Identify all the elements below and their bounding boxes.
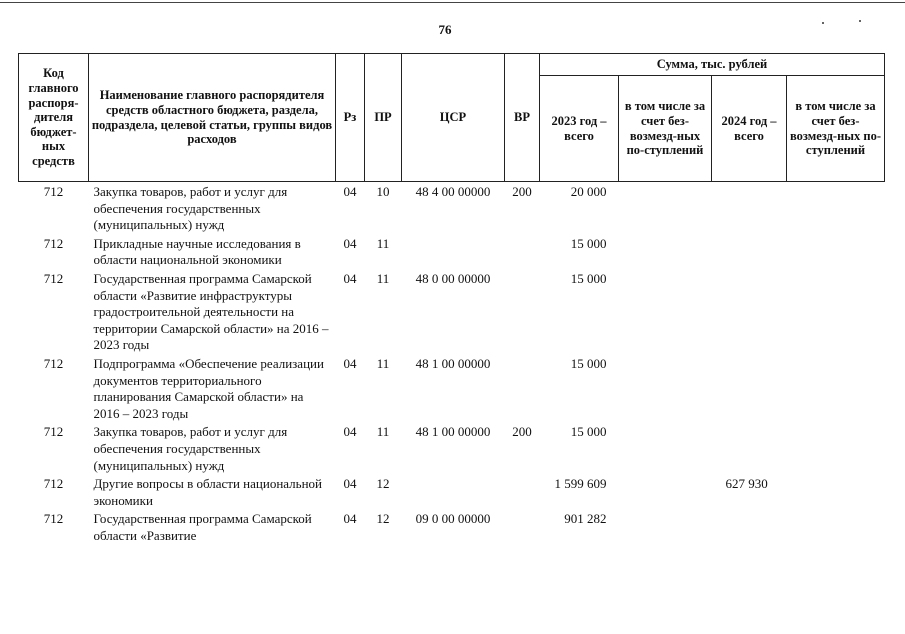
header-2023-total: 2023 год – всего (540, 76, 619, 182)
cell-2023-total: 15 000 (570, 235, 607, 251)
cell-csr: 48 0 00 00000 (415, 270, 491, 286)
cell-code: 712 (43, 511, 64, 527)
header-rz: Рз (336, 54, 365, 182)
cell-2023-total: 15 000 (570, 270, 607, 286)
cell-name: Государственная программа Самарской области «Развитие инфраструктуры градостроительной деятельности на территории Самарской области» на 2016 – 2023 годы (93, 270, 329, 353)
cell-name: Другие вопросы в области национальной экономики (93, 476, 322, 508)
cell-2024-free (787, 182, 885, 234)
cell-vr: 200 (512, 184, 532, 199)
budget-table (18, 53, 885, 544)
cell-name: Подпрограмма «Обеспечение реализации документов территориального планирования Самарской области» на 2016 – 2023 годы (93, 355, 324, 421)
table-row (19, 509, 885, 544)
table-row (19, 474, 885, 509)
cell-name: Государственная программа Самарской области «Развитие (93, 511, 312, 543)
cell-2024-total (712, 234, 787, 269)
cell-2023-free (619, 422, 712, 474)
cell-pr: 11 (376, 270, 390, 286)
cell-name: Закупка товаров, работ и услуг для обеспечения государственных (муниципальных) нужд (93, 184, 288, 233)
cell-code: 712 (43, 235, 64, 251)
header-pr: ПР (365, 54, 402, 182)
cell-vr (505, 234, 540, 269)
cell-2024-free (787, 269, 885, 354)
cell-2023-total: 1 599 609 (554, 476, 607, 492)
cell-vr (505, 269, 540, 354)
cell-2023-total: 20 000 (570, 184, 607, 199)
cell-pr: 11 (376, 235, 390, 251)
table-row (19, 354, 885, 422)
page-number: 76 (438, 22, 452, 37)
cell-2023-free (619, 182, 712, 234)
cell-vr (505, 354, 540, 422)
cell-rz: 04 (343, 270, 357, 286)
cell-csr (402, 474, 505, 509)
cell-rz: 04 (343, 511, 357, 527)
cell-vr: 200 (512, 424, 532, 440)
header-vr: ВР (505, 54, 540, 182)
cell-2024-total (712, 509, 787, 544)
header-code: Код главного распоря-дителя бюджет-ных средств (19, 54, 89, 182)
cell-name: Закупка товаров, работ и услуг для обеспечения государственных (муниципальных) нужд (93, 424, 288, 473)
cell-2024-total (712, 269, 787, 354)
header-sum: Сумма, тыс. рублей (540, 54, 885, 76)
cell-2023-total: 15 000 (570, 424, 607, 440)
cell-2024-free (787, 509, 885, 544)
cell-2023-free (619, 234, 712, 269)
cell-2024-free (787, 474, 885, 509)
cell-2024-total (712, 422, 787, 474)
header-name: Наименование главного распорядителя средств областного бюджета, раздела, подраздела, целевой статьи, группы видов расходов (89, 54, 336, 182)
table-row (19, 234, 885, 269)
cell-code: 712 (43, 355, 64, 371)
cell-rz: 04 (343, 355, 357, 371)
cell-2024-total (712, 354, 787, 422)
scan-speck (822, 22, 824, 24)
cell-pr: 11 (376, 424, 390, 440)
header-csr: ЦСР (402, 54, 505, 182)
cell-pr: 10 (376, 184, 390, 199)
cell-code: 712 (43, 270, 64, 286)
cell-code: 712 (43, 184, 64, 199)
scan-speck (859, 20, 861, 22)
cell-rz: 04 (343, 184, 357, 199)
cell-csr: 48 4 00 00000 (415, 184, 491, 199)
cell-2024-total (712, 182, 787, 234)
cell-2023-free (619, 269, 712, 354)
cell-vr (505, 509, 540, 544)
cell-name: Прикладные научные исследования в области национальной экономики (93, 235, 301, 268)
header-2024-free: в том числе за счет без-возмезд-ных по-ступлений (787, 76, 885, 182)
cell-2023-total: 15 000 (570, 355, 607, 371)
cell-rz: 04 (343, 424, 357, 440)
cell-pr: 12 (376, 511, 390, 527)
table-row (19, 182, 885, 234)
cell-2024-free (787, 422, 885, 474)
cell-csr: 09 0 00 00000 (415, 511, 491, 527)
cell-vr (505, 474, 540, 509)
cell-code: 712 (43, 424, 64, 440)
cell-rz: 04 (343, 476, 357, 492)
cell-pr: 11 (376, 355, 390, 371)
table-row (19, 422, 885, 474)
top-rule (0, 2, 905, 3)
cell-csr: 48 1 00 00000 (415, 355, 491, 371)
cell-2024-free (787, 234, 885, 269)
header-2024-total: 2024 год – всего (712, 76, 787, 182)
cell-code: 712 (43, 476, 64, 492)
cell-pr: 12 (376, 476, 390, 492)
cell-2023-total: 901 282 (564, 511, 607, 527)
cell-2023-free (619, 354, 712, 422)
cell-2023-free (619, 474, 712, 509)
cell-2024-total: 627 930 (725, 476, 768, 492)
table-row (19, 269, 885, 354)
cell-2024-free (787, 354, 885, 422)
header-2023-free: в том числе за счет без-возмезд-ных по-ступлений (619, 76, 712, 182)
cell-csr: 48 1 00 00000 (415, 424, 491, 440)
cell-csr (402, 234, 505, 269)
cell-2023-free (619, 509, 712, 544)
cell-rz: 04 (343, 235, 357, 251)
